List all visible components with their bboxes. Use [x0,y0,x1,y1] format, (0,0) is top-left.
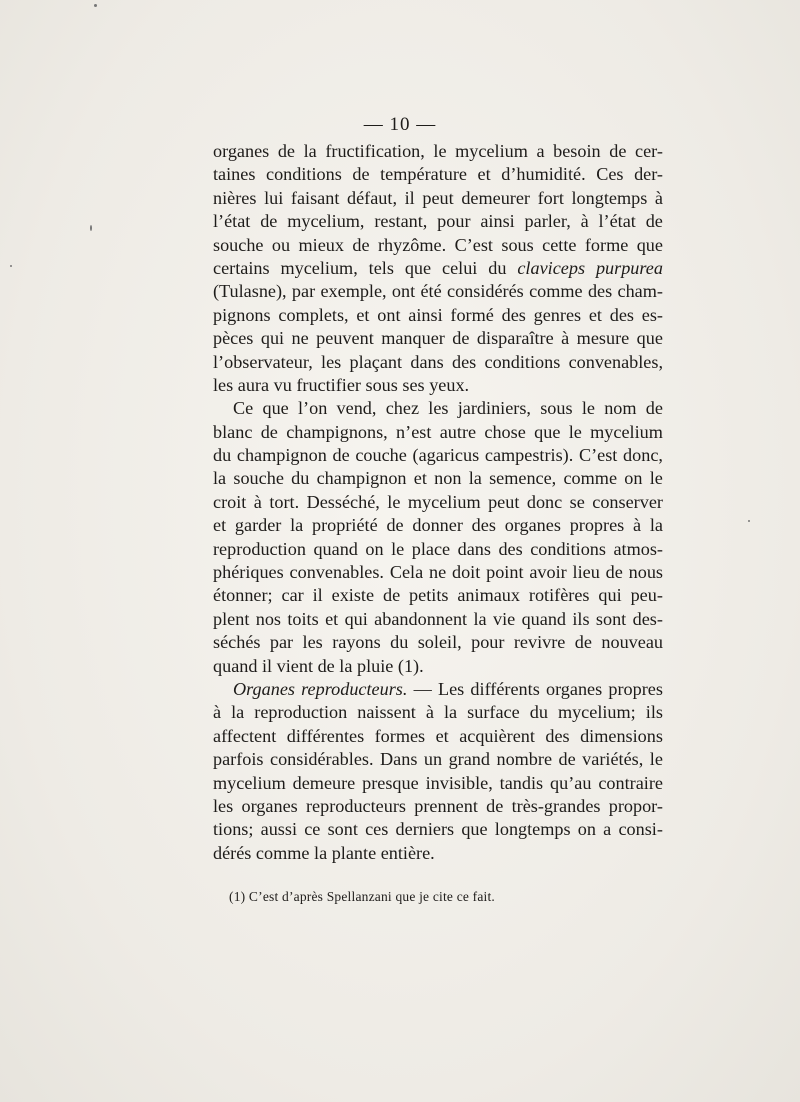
text-line: Organes reproducteurs. — Les différents organes propres [233,678,663,699]
text-line: souche ou mieux de rhyzôme. C’est sous cette forme que [213,234,663,255]
text-line: plent nos toits et qui abandonnent la vie quand ils sont des- [213,608,663,629]
body-text [213,140,663,865]
text-line: mycelium demeure presque invisible, tandis qu’au contraire [213,772,663,793]
text-line: blanc de champignons, n’est autre chose que le mycelium [213,421,663,442]
paper-speck [10,265,12,267]
text-line: séchés par les rayons du soleil, pour revivre de nouveau [213,632,663,653]
text-line: organes de la fructification, le mycelium a besoin de cer- [213,141,663,161]
text-line: du champignon de couche (agaricus campestris). C’est donc, [213,445,663,466]
text-line: les organes reproducteurs prennent de très-grandes propor- [213,795,663,816]
text-line: la souche du champignon et non la semence, comme on le [213,468,663,489]
text-line: affectent différentes formes et acquièrent des dimensions [213,725,663,746]
text-line: l’observateur, les plaçant dans des conditions convenables, [213,351,663,372]
text-line: pignons complets, et ont ainsi formé des genres et des es- [213,304,663,325]
text-line: dérés comme la plante entière. [213,842,435,863]
text-line: Ce que l’on vend, chez les jardiniers, sous le nom de [233,398,663,419]
text-line: et garder la propriété de donner des organes propres à la [213,515,663,536]
text-line: phériques convenables. Cela ne doit point avoir lieu de nous [213,562,663,583]
text-line: certains mycelium, tels que celui du claviceps purpurea [213,257,663,278]
text-line: quand il vient de la pluie (1). [213,655,424,676]
text-line: étonner; car il existe de petits animaux rotifères qui peu- [213,585,663,606]
text-line: les aura vu fructifier sous ses yeux. [213,374,470,395]
text-line: parfois considérables. Dans un grand nombre de variétés, le [213,749,663,770]
text-line: taines conditions de température et d’humidité. Ces der- [213,164,663,185]
text-line: tions; aussi ce sont ces derniers que longtemps on a consi- [213,819,663,840]
text-line: (Tulasne), par exemple, ont été considérés comme des cham- [213,281,663,302]
page-number: — 10 — [363,114,437,135]
paper-speck [94,4,97,7]
text-line: reproduction quand on le place dans des conditions atmos- [213,538,663,559]
text-line: à la reproduction naissent à la surface du mycelium; ils [213,702,663,723]
paper-speck [748,520,750,522]
paper-speck [90,225,92,231]
text-line: nières lui faisant défaut, il peut demeurer fort longtemps à [213,187,663,208]
text-line: l’état de mycelium, restant, pour ainsi parler, à l’état de [213,211,663,232]
text-line: pèces qui ne peuvent manquer de disparaître à mesure que [213,328,663,349]
text-line: croit à tort. Desséché, le mycelium peut donc se conserver [213,491,663,512]
footnote: (1) C’est d’après Spellanzani que je cite ce fait. [229,889,496,904]
